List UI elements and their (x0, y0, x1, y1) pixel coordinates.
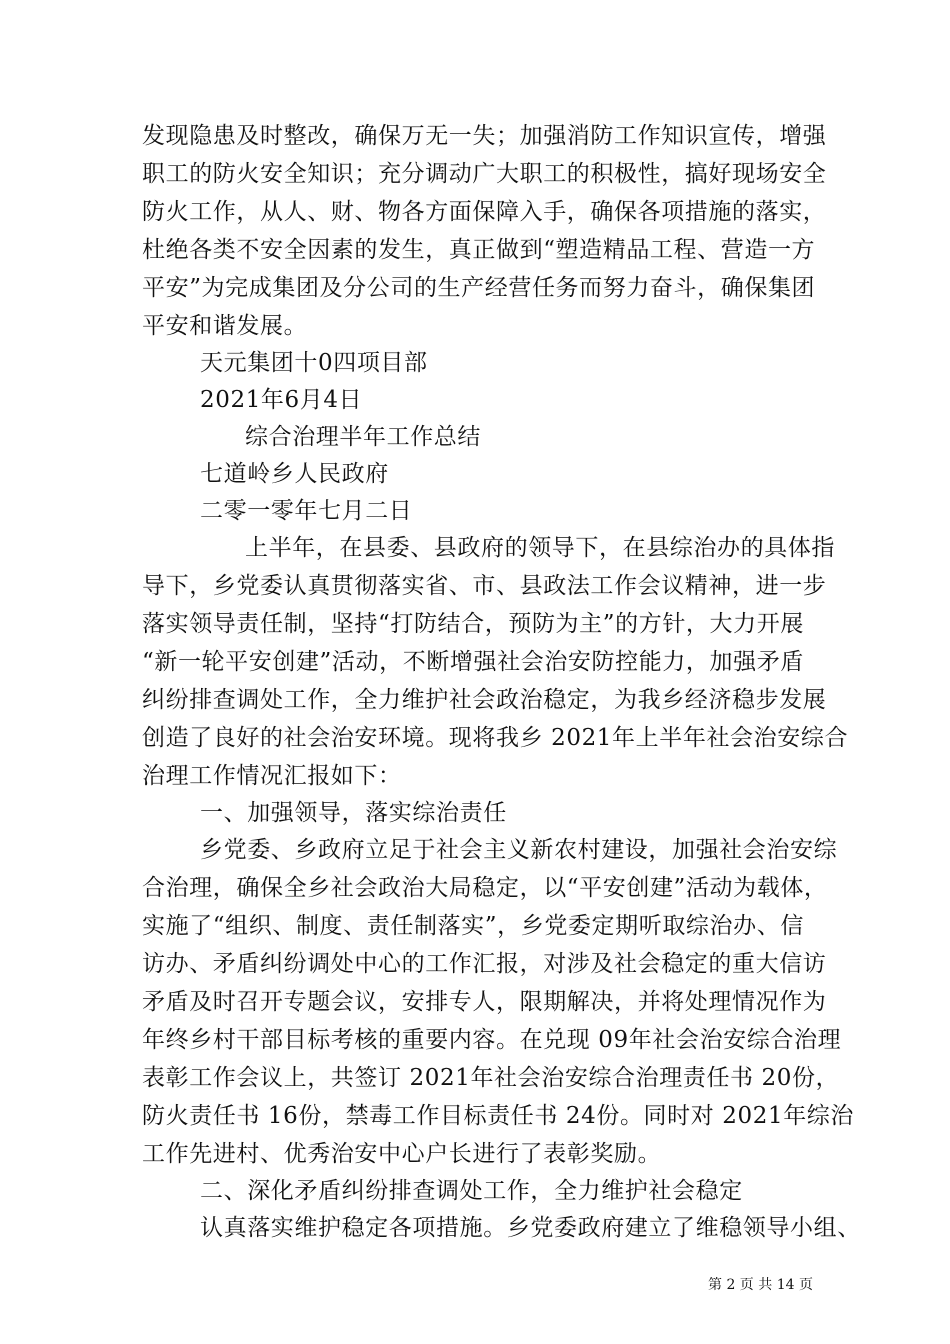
author-date: 二零一零年七月二日 (200, 498, 413, 524)
text-line: 创造了良好的社会治安环境。现将我乡 2021年上半年社会治安综合 (142, 725, 849, 751)
text-line: 职工的防火安全知识；充分调动广大职工的积极性，搞好现场安全 (142, 161, 827, 187)
text-line: 纠纷排查调处工作，全力维护社会政治稳定，为我乡经济稳步发展 (142, 687, 827, 713)
text-line: 矛盾及时召开专题会议，安排专人，限期解决，并将处理情况作为 (142, 989, 827, 1015)
text-line: 平安和谐发展。 (142, 313, 308, 339)
text-line: 防火责任书 16份，禁毒工作目标责任书 24份。同时对 2021年综治 (142, 1103, 854, 1129)
text-line: 乡党委、乡政府立足于社会主义新农村建设，加强社会治安综 (200, 837, 838, 863)
text-line: 表彰工作会议上，共签订 2021年社会治安综合治理责任书 20份， (142, 1065, 840, 1091)
text-line: “新一轮平安创建”活动，不断增强社会治安防控能力，加强矛盾 (142, 649, 804, 675)
section-title: 综合治理半年工作总结 (245, 424, 481, 450)
text-line: 杜绝各类不安全因素的发生，真正做到“塑造精品工程、营造一方 (142, 237, 816, 263)
text-line: 认真落实维护稳定各项措施。乡党委政府建立了维稳领导小组、 (200, 1215, 861, 1241)
text-line: 实施了“组织、制度、责任制落实”，乡党委定期听取综治办、信 (142, 913, 804, 939)
heading-2: 二、深化矛盾纠纷排查调处工作，全力维护社会稳定 (200, 1178, 743, 1204)
text-line: 落实领导责任制，坚持“打防结合，预防为主”的方针，大力开展 (142, 611, 804, 637)
text-line: 工作先进村、优秀治安中心户长进行了表彰奖励。 (142, 1141, 662, 1167)
text-line: 平安”为完成集团及分公司的生产经营任务而努力奋斗，确保集团 (142, 275, 816, 301)
text-line: 治理工作情况汇报如下： (142, 763, 402, 789)
text-line: 年终乡村干部目标考核的重要内容。在兑现 09年社会治安综合治理 (142, 1027, 842, 1053)
text-line: 合治理，确保全乡社会政治大局稳定，以“平安创建”活动为载体， (142, 875, 828, 901)
text-line: 发现隐患及时整改，确保万无一失；加强消防工作知识宣传，增强 (142, 123, 827, 149)
signature-date: 2021年6月4日 (200, 387, 363, 413)
text-line: 上半年，在县委、县政府的领导下，在县综治办的具体指 (245, 535, 835, 561)
heading-1: 一、加强领导，落实综治责任 (200, 800, 507, 826)
signature-org: 天元集团十0四项目部 (200, 350, 428, 376)
text-line: 防火工作，从人、财、物各方面保障入手，确保各项措施的落实， (142, 199, 827, 225)
text-line: 访办、矛盾纠纷调处中心的工作汇报，对涉及社会稳定的重大信访 (142, 951, 827, 977)
author-org: 七道岭乡人民政府 (200, 461, 389, 487)
page-number: 第 2 页 共 14 页 (708, 1277, 813, 1293)
text-line: 导下，乡党委认真贯彻落实省、市、县政法工作会议精神，进一步 (142, 573, 827, 599)
